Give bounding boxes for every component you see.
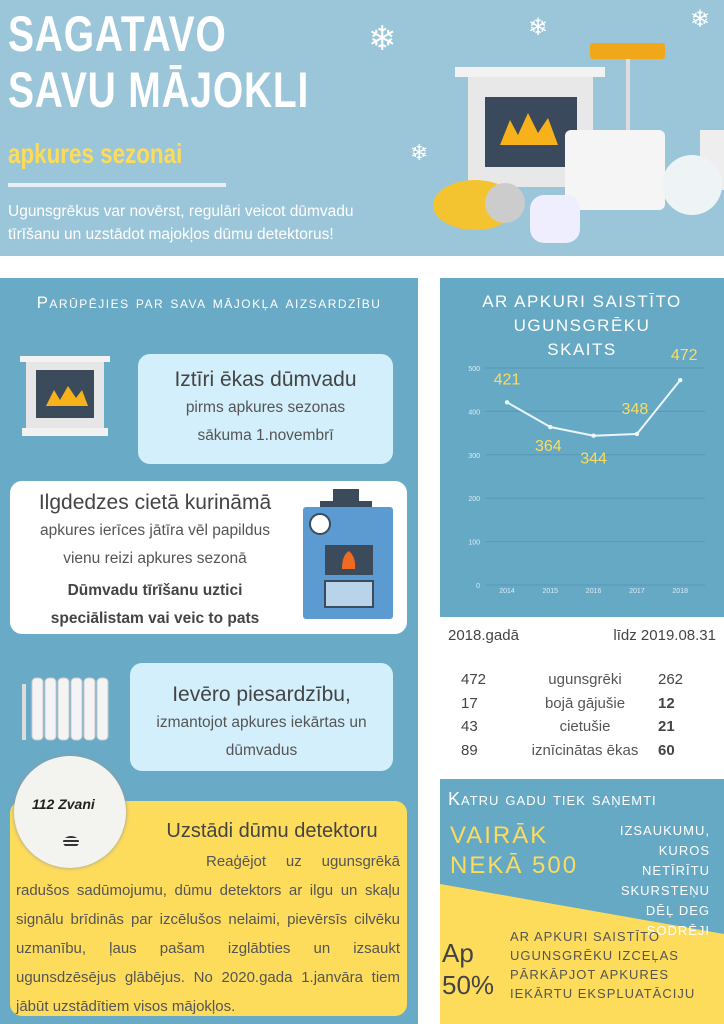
card-text: apkures ierīces jātīra vēl papildus vienu reizi apkures sezonā — [39, 522, 271, 567]
line-chart — [440, 278, 724, 617]
big-text-2: NEKĀ 500 — [450, 852, 579, 879]
facts-desc: IZSAUKUMU, KUROS NETĪRĪTU SKURSTEŅU DĒĻ DEG SODRĒJI — [619, 823, 710, 938]
data-point — [548, 425, 552, 429]
y-tick-label: 500 — [468, 366, 480, 373]
col-header-2018: 2018.gadā — [448, 627, 519, 644]
title-line-1: SAGATAVO — [8, 6, 227, 62]
value-2019: 262 — [658, 671, 684, 688]
data-point — [505, 400, 509, 404]
data-label: 364 — [534, 438, 562, 456]
card-caution — [130, 663, 393, 771]
fireplace-icon — [18, 356, 110, 436]
card-title: Ilgdedzes cietā kurināmā — [38, 491, 272, 514]
boiler-icon — [300, 489, 400, 629]
card-text: pirms apkures sezonas sākuma 1.novembrī — [185, 399, 346, 444]
card-text: Reaģējot uz ugunsgrēkā radušos sadūmojumu, dūmu detektors ar ilgu un skaļu signālu brīdinās par izcēlušos nelaimi, pievērsīs cilvēku uzmanību, ļaus pašam izglābties un izsaukt ugunsdzēsējus glābējus. No 2020.gada 1.janvāra tiem jābūt uzstādītiem visos mājokļos. — [16, 853, 400, 1015]
speaker-grill-icon — [63, 836, 79, 848]
stats-table — [440, 617, 724, 779]
title-line-2: SAVU MĀJOKLI — [8, 62, 310, 118]
stats-row — [440, 695, 724, 719]
value-2018: 89 — [461, 741, 478, 759]
pct-text-2: 50% — [442, 970, 495, 1000]
card-title: Uzstādi dūmu detektoru — [166, 820, 378, 842]
card-clean-chimney — [138, 354, 393, 464]
fifty-percent — [442, 937, 494, 1001]
stats-row — [440, 718, 724, 742]
snowflake-icon: ❄ — [410, 140, 429, 165]
stat-label: ugunsgrēki — [548, 671, 622, 688]
detector-logo: 112 Zvani — [32, 796, 95, 812]
data-label: 421 — [493, 371, 521, 389]
more-than-500 — [450, 821, 578, 881]
data-label: 472 — [670, 347, 698, 365]
card-title: Iztīri ēkas dūmvadu — [174, 368, 357, 391]
heating-appliances-illustration — [430, 35, 724, 250]
card-text: izmantojot apkures iekārtas un dūmvadus — [156, 714, 367, 759]
pct-text-1: Ap — [442, 938, 474, 968]
x-tick-label: 2018 — [672, 588, 688, 595]
intro-text: Ugunsgrēkus var novērst, regulāri veicot dūmvadu tīrīšanu un uzstādot majokļos dūmu detektorus! — [8, 203, 354, 243]
stat-label: iznīcinātas ēkas — [531, 741, 639, 759]
snowflake-icon: ❄ — [690, 6, 711, 33]
divider — [8, 183, 226, 187]
smoke-detector-image — [14, 756, 126, 868]
data-point — [678, 378, 682, 382]
facts-heading: Katru gadu tiek saņemti — [448, 789, 657, 809]
big-text-1: VAIRĀK — [450, 822, 549, 849]
protection-panel — [0, 278, 418, 1024]
snowflake-icon: ❄ — [368, 20, 397, 58]
series-line — [507, 380, 680, 436]
data-point — [635, 432, 639, 436]
stats-row — [440, 742, 724, 766]
y-tick-label: 100 — [468, 539, 480, 547]
data-label: 344 — [580, 450, 607, 468]
stat-label: bojā gājušie — [544, 694, 626, 712]
value-2018: 17 — [461, 694, 478, 712]
y-tick-label: 0 — [476, 583, 480, 590]
col-header-2019: līdz 2019.08.31 — [613, 627, 716, 644]
header-banner — [0, 0, 724, 256]
x-tick-label: 2017 — [629, 588, 645, 595]
x-tick-label: 2016 — [585, 588, 602, 595]
value-2019: 60 — [658, 741, 675, 759]
data-label: 348 — [621, 400, 649, 418]
subtitle: apkures sezonai — [8, 138, 183, 169]
value-2018: 472 — [461, 671, 487, 688]
card-solid-fuel — [10, 481, 407, 634]
chart-title: AR APKURI SAISTĪTO UGUNSGRĒKU SKAITS — [482, 292, 682, 359]
x-tick-label: 2015 — [542, 588, 559, 595]
radiator-icon — [16, 676, 116, 746]
value-2018: 43 — [461, 718, 478, 735]
chart-panel — [440, 278, 724, 617]
pct-desc: AR APKURI SAISTĪTO UGUNSGRĒKU IZCEĻAS PĀRKĀPJOT APKURES IEKĀRTU EKSPLUATĀCIJU — [510, 929, 696, 1001]
page-title — [8, 6, 309, 118]
card-note: Dūmvadu tīrīšanu uztici speciālistam vai veic to pats — [50, 582, 260, 627]
y-tick-label: 200 — [468, 496, 480, 504]
y-tick-label: 300 — [468, 452, 480, 460]
y-tick-label: 400 — [468, 409, 480, 417]
value-2019: 21 — [658, 718, 675, 735]
value-2019: 12 — [658, 694, 675, 712]
stats-row — [440, 671, 724, 695]
stat-label: cietušie — [559, 718, 611, 735]
x-tick-label: 2014 — [499, 588, 515, 595]
section-heading: Parūpējies par sava mājokļa aizsardzību — [36, 293, 382, 312]
snowflake-icon: ❄ — [528, 14, 549, 41]
facts-panel — [440, 779, 724, 1024]
card-title: Ievēro piesardzību, — [172, 683, 351, 706]
data-point — [591, 434, 595, 438]
